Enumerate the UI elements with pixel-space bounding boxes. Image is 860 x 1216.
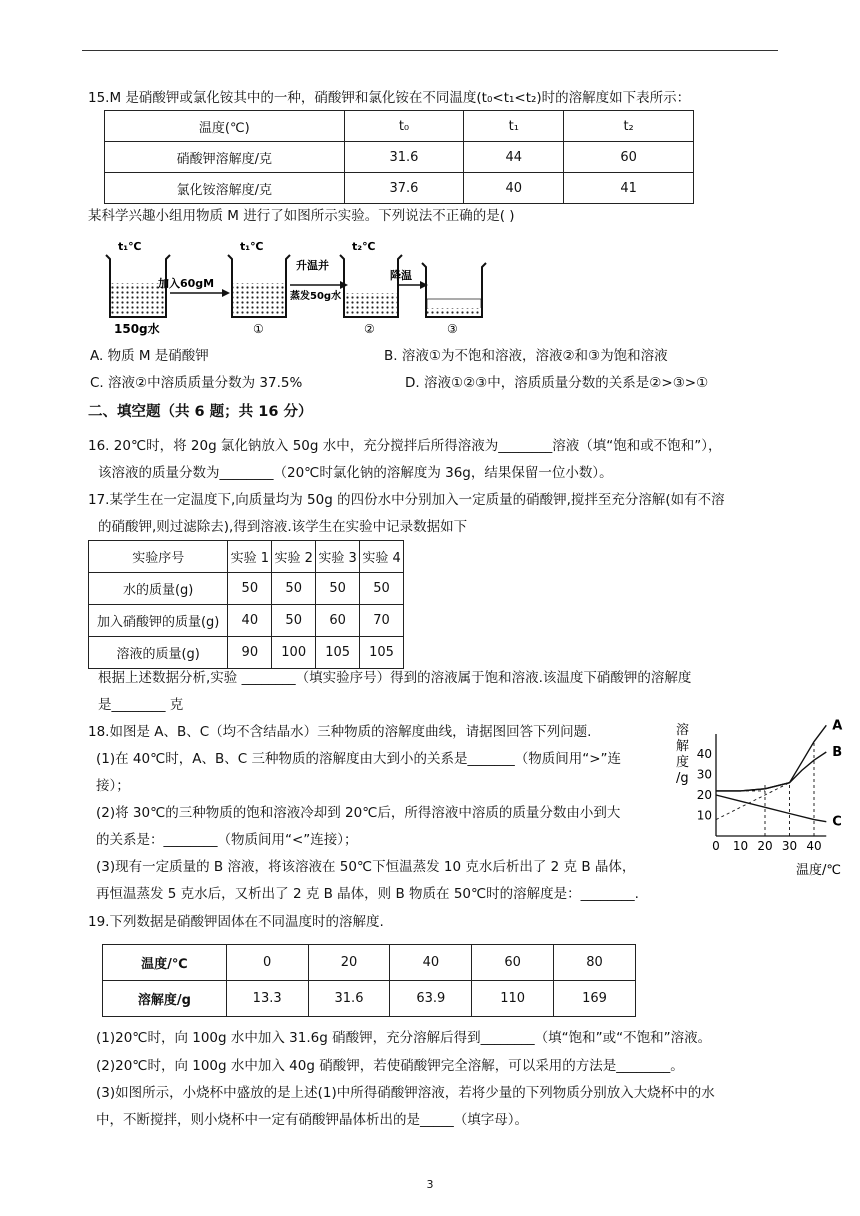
temp-label: t₂℃ bbox=[352, 240, 376, 253]
x-tick-label: 20 bbox=[757, 839, 773, 853]
q17-cell: 加入硝酸钾的质量(g) bbox=[89, 605, 228, 637]
q17-th: 实验 3 bbox=[316, 541, 360, 573]
solution-number-2: ② bbox=[364, 322, 375, 336]
q17-th: 实验 4 bbox=[360, 541, 404, 573]
q17-cell: 50 bbox=[272, 573, 316, 605]
q19-th: 20 bbox=[308, 945, 390, 981]
curve-label-b: B bbox=[832, 744, 843, 760]
header-rule bbox=[82, 50, 778, 51]
q17-cell: 溶液的质量(g) bbox=[89, 637, 228, 669]
y-axis-label: 度 bbox=[676, 755, 690, 770]
page-number: 3 bbox=[426, 1178, 434, 1191]
q17-cell: 90 bbox=[228, 637, 272, 669]
q17-th: 实验 1 bbox=[228, 541, 272, 573]
solution-number-1: ① bbox=[253, 322, 264, 336]
q16-line-2: 该溶液的质量分数为________（20℃时氯化钠的溶解度为 36g，结果保留一位小数）。 bbox=[98, 465, 613, 481]
solution-number-3: ③ bbox=[447, 322, 458, 336]
arrow-1-head bbox=[222, 289, 230, 297]
q15-intro: 某科学兴趣小组用物质 M 进行了如图所示实验。下列说法不正确的是( ) bbox=[88, 208, 515, 224]
x-tick-label: 40 bbox=[806, 839, 822, 853]
q15-cell: 37.6 bbox=[344, 173, 464, 204]
q18-line-6: (3)现有一定质量的 B 溶液，将该溶液在 50℃下恒温蒸发 10 克水后析出了 2 克 B 晶体， bbox=[96, 859, 636, 875]
q15-option-b: B. 溶液①为不饱和溶液，溶液②和③为饱和溶液 bbox=[384, 348, 668, 364]
solubility-chart bbox=[672, 716, 848, 882]
water-label: 150g水 bbox=[114, 322, 160, 336]
temp-label: t₁℃ bbox=[118, 240, 142, 253]
curve-a bbox=[716, 725, 826, 791]
section-title: 二、填空题（共 6 题；共 16 分） bbox=[88, 404, 313, 420]
q15-experiment-figure bbox=[100, 235, 500, 343]
q17-cell: 70 bbox=[360, 605, 404, 637]
y-tick-label: 40 bbox=[696, 747, 712, 761]
q18-line-4: (2)将 30℃的三种物质的饱和溶液冷却到 20℃后，所得溶液中溶质的质量分数由小到大 bbox=[96, 805, 621, 821]
x-axis-label: 温度/℃ bbox=[796, 863, 841, 878]
q19-th: 40 bbox=[390, 945, 472, 981]
q18-line-5: 的关系是：________（物质间用“<”连接）； bbox=[96, 832, 358, 848]
q19-cell: 13.3 bbox=[226, 981, 308, 1017]
arrow-1-label: 加入60gM bbox=[158, 277, 215, 290]
q17-th: 实验 2 bbox=[272, 541, 316, 573]
q17-cell: 105 bbox=[360, 637, 404, 669]
q19-cell: 110 bbox=[472, 981, 554, 1017]
y-axis-label: /g bbox=[676, 771, 689, 786]
q15-option-d: D. 溶液①②③中，溶质质量分数的关系是②>③>① bbox=[405, 375, 709, 391]
q17-cell: 100 bbox=[272, 637, 316, 669]
x-tick-label: 10 bbox=[732, 839, 749, 853]
q17-cell: 50 bbox=[228, 573, 272, 605]
q15-th-1: t₀ bbox=[344, 111, 464, 142]
y-tick-label: 20 bbox=[696, 788, 712, 802]
q15-option-a: A. 物质 M 是硝酸钾 bbox=[90, 348, 209, 364]
q17-cell: 40 bbox=[228, 605, 272, 637]
x-tick-label: 30 bbox=[781, 839, 798, 853]
q19-th: 温度/℃ bbox=[103, 945, 227, 981]
q15-cell: 氯化铵溶解度/克 bbox=[105, 173, 345, 204]
q15-th-3: t₂ bbox=[564, 111, 694, 142]
curve-label-c: C bbox=[832, 814, 842, 830]
q19-th: 80 bbox=[554, 945, 636, 981]
beaker-3 bbox=[422, 263, 486, 317]
q17-line-1: 17.某学生在一定温度下,向质量均为 50g 的四份水中分别加入一定质量的硝酸钾,搅拌至充分溶解(如有不溶 bbox=[88, 492, 725, 508]
q17-cell: 60 bbox=[316, 605, 360, 637]
beaker-2 bbox=[340, 255, 402, 317]
q19-line-4: 中，不断搅拌，则小烧杯中一定有硝酸钾晶体析出的是_____（填字母）。 bbox=[96, 1112, 528, 1128]
q18-line-7: 再恒温蒸发 5 克水后，又析出了 2 克 B 晶体，则 B 物质在 50℃时的溶解度是：________. bbox=[96, 886, 639, 902]
q15-cell: 60 bbox=[564, 142, 694, 173]
q19-cell: 31.6 bbox=[308, 981, 390, 1017]
q19-line-1: (1)20℃时，向 100g 水中加入 31.6g 硝酸钾，充分溶解后得到________（填“饱和”或“不饱和”溶液。 bbox=[96, 1030, 712, 1046]
q17-cell: 50 bbox=[360, 573, 404, 605]
q15-th-2: t₁ bbox=[464, 111, 564, 142]
x-tick-label: 0 bbox=[712, 839, 720, 853]
q15-stem: 15.M 是硝酸钾或氯化铵其中的一种，硝酸钾和氯化铵在不同温度(t₀<t₁<t₂)时的溶解度如下表所示： bbox=[88, 90, 691, 106]
q15-cell: 40 bbox=[464, 173, 564, 204]
q16-line-1: 16. 20℃时，将 20g 氯化钠放入 50g 水中，充分搅拌后所得溶液为________溶液（填“饱和或不饱和”）， bbox=[88, 438, 722, 454]
q19-cell: 63.9 bbox=[390, 981, 472, 1017]
q17-cell: 水的质量(g) bbox=[89, 573, 228, 605]
q18-line-2: (1)在 40℃时，A、B、C 三种物质的溶解度由大到小的关系是_______（物质间用“>”连 bbox=[96, 751, 622, 767]
q15-cell: 硝酸钾溶解度/克 bbox=[105, 142, 345, 173]
curve-c bbox=[716, 795, 826, 822]
q17-line-4: 是________ 克 bbox=[98, 697, 184, 713]
q17-line-3: 根据上述数据分析,实验 ________（填实验序号）得到的溶液属于饱和溶液.该温度下硝酸钾的溶解度 bbox=[98, 670, 692, 686]
beaker-1 bbox=[228, 255, 290, 317]
q15-cell: 41 bbox=[564, 173, 694, 204]
q17-cell: 50 bbox=[272, 605, 316, 637]
arrow-2-label-a: 升温并 bbox=[296, 259, 329, 272]
q19-th: 0 bbox=[226, 945, 308, 981]
y-tick-label: 10 bbox=[696, 808, 712, 823]
q19-stem: 19.下列数据是硝酸钾固体在不同温度时的溶解度. bbox=[88, 914, 384, 930]
temp-label: t₁℃ bbox=[240, 240, 264, 253]
arrow-3-label: 降温 bbox=[390, 269, 412, 282]
y-axis-label: 解 bbox=[676, 739, 690, 754]
q18-line-3: 接）； bbox=[96, 778, 130, 794]
q17-table bbox=[88, 540, 404, 669]
q19-th: 60 bbox=[472, 945, 554, 981]
q18-line-1: 18.如图是 A、B、C（均不含结晶水）三种物质的溶解度曲线，请据图回答下列问题. bbox=[88, 724, 592, 740]
q15-cell: 31.6 bbox=[344, 142, 464, 173]
q15-th-0: 温度(℃) bbox=[105, 111, 345, 142]
q19-cell: 溶解度/g bbox=[103, 981, 227, 1017]
arrow-2-label-b: 蒸发50g水 bbox=[290, 291, 342, 302]
q17-th: 实验序号 bbox=[89, 541, 228, 573]
y-axis-label: 溶 bbox=[676, 723, 690, 738]
q15-option-c: C. 溶液②中溶质质量分数为 37.5% bbox=[90, 375, 303, 391]
dashed-guide bbox=[716, 783, 790, 820]
q17-cell: 50 bbox=[316, 573, 360, 605]
q19-cell: 169 bbox=[554, 981, 636, 1017]
q15-cell: 44 bbox=[464, 142, 564, 173]
q19-table bbox=[102, 944, 636, 1017]
q19-line-3: (3)如图所示，小烧杯中盛放的是上述(1)中所得硝酸钾溶液，若将少量的下列物质分别放入大烧杯中的水 bbox=[96, 1085, 715, 1101]
curve-b bbox=[716, 752, 826, 791]
q17-line-2: 的硝酸钾,则过滤除去),得到溶液.该学生在实验中记录数据如下 bbox=[98, 519, 468, 535]
y-tick-label: 30 bbox=[696, 767, 712, 782]
curve-label-a: A bbox=[832, 718, 843, 734]
q19-line-2: (2)20℃时，向 100g 水中加入 40g 硝酸钾，若使硝酸钾完全溶解，可以采用的方法是________。 bbox=[96, 1058, 684, 1074]
q15-table bbox=[104, 110, 694, 204]
q17-cell: 105 bbox=[316, 637, 360, 669]
